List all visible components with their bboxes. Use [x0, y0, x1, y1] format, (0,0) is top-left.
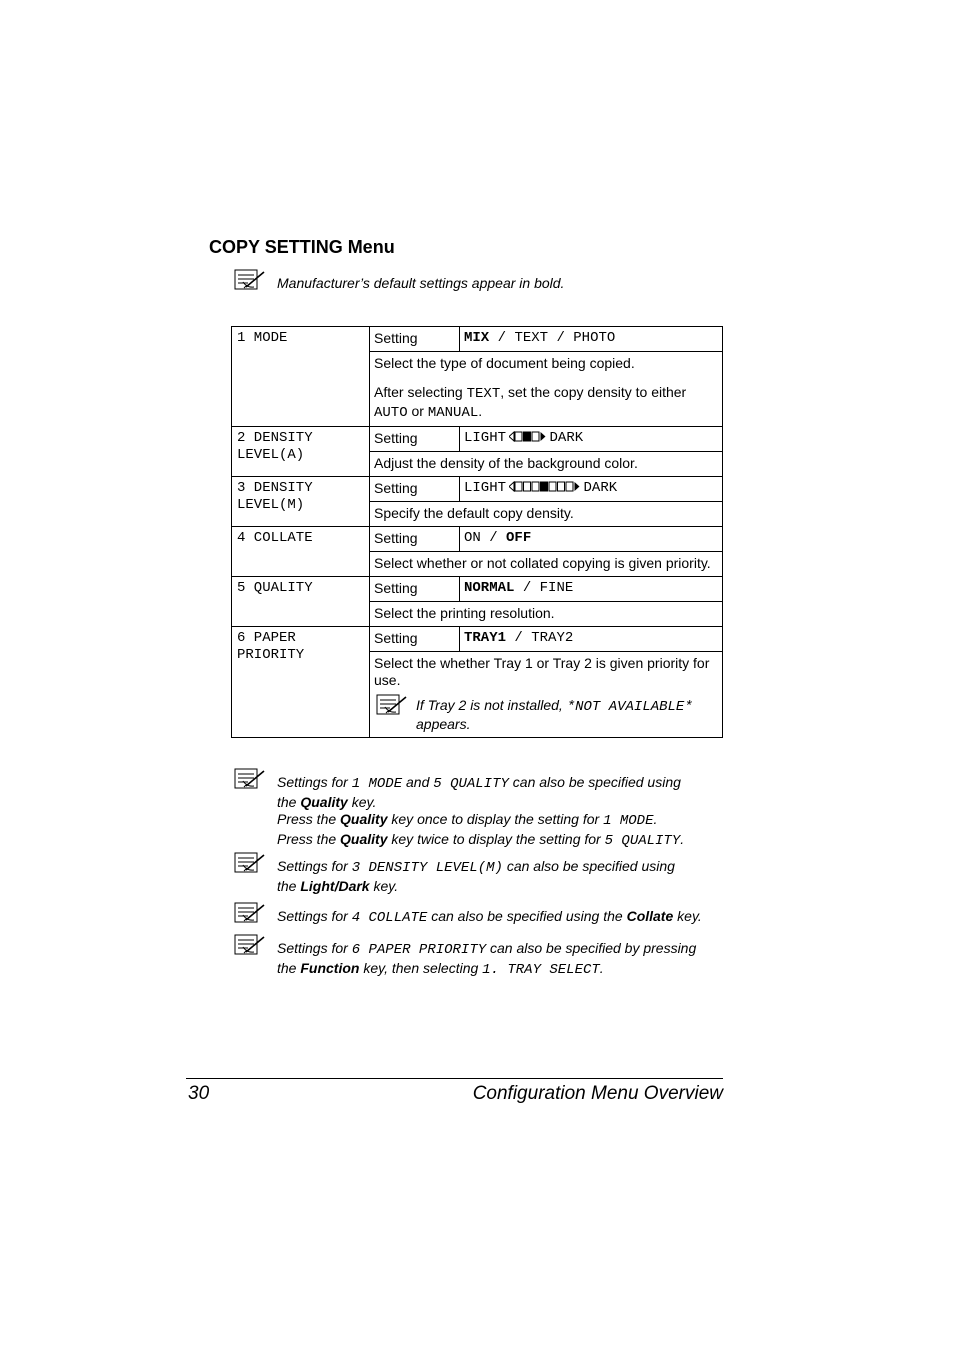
table-row	[232, 477, 723, 502]
setting-label: Setting	[370, 527, 460, 552]
setting-values: TRAY1 / TRAY2	[460, 627, 723, 652]
note-light-dark: Settings for 3 DENSITY LEVEL(M) can also be specified using the Light/Dark key.	[277, 858, 675, 894]
note-icon	[234, 901, 268, 923]
menu-item-paper-priority: 6 PAPER PRIORITY	[232, 627, 370, 738]
page-title: COPY SETTING Menu	[209, 237, 395, 257]
page-number: 30	[188, 1083, 210, 1104]
setting-description: Select the printing resolution.	[370, 602, 723, 627]
density-scale-icon	[509, 481, 581, 492]
table-row	[232, 527, 723, 552]
note-function: Settings for 6 PAPER PRIORITY can also be specified by pressing the Function key, then selecting 1. TRAY SELECT.	[277, 940, 697, 978]
table-row	[232, 627, 723, 652]
setting-label: Setting	[370, 577, 460, 602]
setting-values: LIGHT DARK	[460, 427, 723, 452]
footer-rule	[186, 1078, 723, 1079]
table-row	[232, 327, 723, 352]
note-collate: Settings for 4 COLLATE can also be specified using the Collate key.	[277, 908, 702, 926]
copy-setting-table	[231, 326, 723, 738]
density-scale-icon	[509, 431, 547, 442]
note-icon	[234, 767, 268, 789]
note-quality: Settings for 1 MODE and 5 QUALITY can also be specified using the Quality key. Press the Quality key once to display the setting for 1 MODE. Press the Quality key twice to display the setting for 5 QUALITY.	[277, 774, 685, 849]
setting-values: ON / OFF	[460, 527, 723, 552]
intro-note: Manufacturer’s default settings appear in bold.	[277, 275, 565, 291]
note-icon	[234, 268, 268, 290]
table-row	[232, 427, 723, 452]
setting-description: Select the type of document being copied. After selecting TEXT, set the copy density to either AUTO or MANUAL.	[370, 352, 723, 427]
setting-description: Select whether or not collated copying is given priority.	[370, 552, 723, 577]
setting-description: Specify the default copy density.	[370, 502, 723, 527]
note-icon	[234, 851, 268, 873]
menu-item-quality: 5 QUALITY	[232, 577, 370, 627]
setting-values: MIX / TEXT / PHOTO	[460, 327, 723, 352]
menu-item-density-m: 3 DENSITY LEVEL(M)	[232, 477, 370, 527]
setting-label: Setting	[370, 627, 460, 652]
setting-values: LIGHT DARK	[460, 477, 723, 502]
setting-values: NORMAL / FINE	[460, 577, 723, 602]
setting-description: Adjust the density of the background color.	[370, 452, 723, 477]
table-row	[232, 577, 723, 602]
tray-note: If Tray 2 is not installed, *NOT AVAILABLE* appears.	[374, 697, 718, 733]
menu-item-mode: 1 MODE	[232, 327, 370, 427]
setting-label: Setting	[370, 327, 460, 352]
setting-description: Select the whether Tray 1 or Tray 2 is given priority for use. If Tray 2 is not installed, *NOT AVAILABLE* appears.	[370, 652, 723, 738]
footer-title: Configuration Menu Overview	[472, 1083, 723, 1104]
menu-item-density-a: 2 DENSITY LEVEL(A)	[232, 427, 370, 477]
note-icon	[376, 693, 410, 715]
setting-label: Setting	[370, 477, 460, 502]
note-icon	[234, 933, 268, 955]
menu-item-collate: 4 COLLATE	[232, 527, 370, 577]
setting-label: Setting	[370, 427, 460, 452]
